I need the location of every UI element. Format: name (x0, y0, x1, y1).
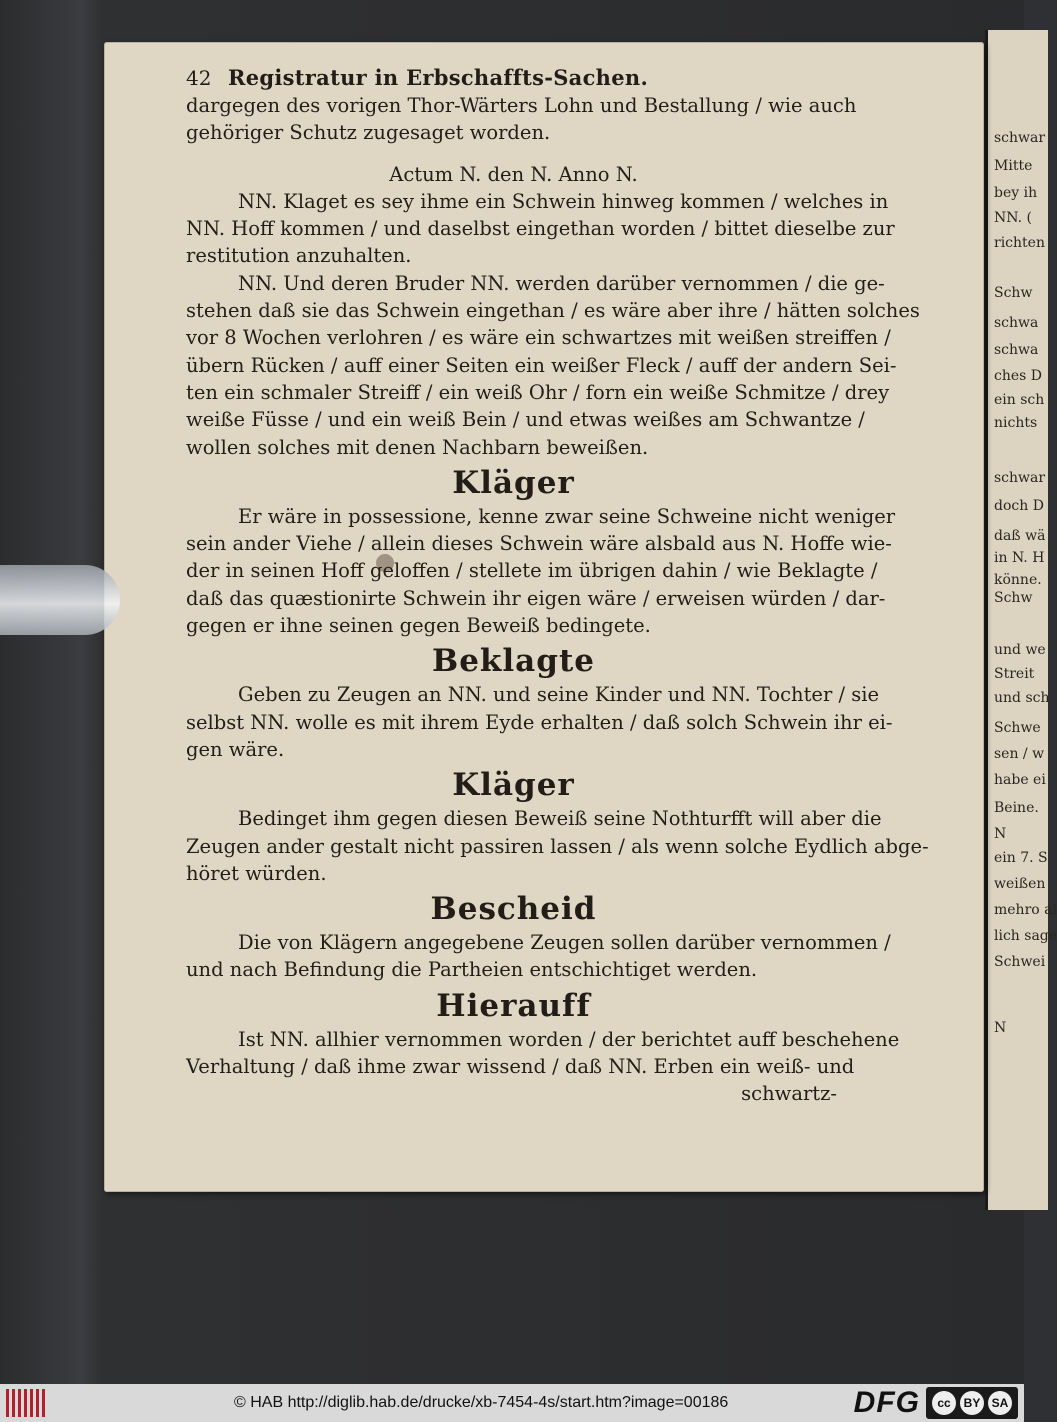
adjacent-page-fragment: Mitte (994, 158, 1033, 174)
adjacent-page-fragment: N (994, 826, 1007, 842)
adjacent-page-fragment: NN. ( (994, 210, 1032, 226)
text-line: ten ein schmaler Streiff / ein weiß Ohr / forn ein weiße Schmitze / drey (186, 380, 890, 404)
cc-icon: cc (932, 1391, 956, 1415)
text-line: NN. Klaget es sey ihme ein Schwein hinweg kommen / welches in (238, 189, 889, 213)
text-line: übern Rücken / auff einer Seiten ein weißer Fleck / auff der andern Sei- (186, 353, 897, 377)
adjacent-page-fragment: Schwe (994, 720, 1041, 736)
text-line: höret würden. (186, 861, 327, 885)
section-heading: Bescheid (430, 891, 597, 928)
sa-icon: SA (988, 1391, 1012, 1415)
text-line: Er wäre in possessione, kenne zwar seine Schweine nicht weniger (238, 504, 896, 528)
text-line: gen wäre. (186, 737, 285, 761)
adjacent-page-fragment: Streit (994, 666, 1035, 682)
hab-logo-icon[interactable] (6, 1389, 46, 1417)
adjacent-page-fragment: Schw (994, 285, 1033, 301)
adjacent-page-fragment: mehro al (994, 902, 1057, 918)
text-line: weiße Füsse / und ein weiß Bein / und etwas weißes am Schwantze / (186, 408, 865, 432)
text-line: dargegen des vorigen Thor-Wärters Lohn und Bestallung / wie auch (186, 94, 857, 117)
adjacent-page-fragment: habe ei (994, 772, 1046, 788)
text-line: sein ander Viehe / allein dieses Schwein wäre alsbald aus N. Hoffe wie- (186, 532, 892, 556)
text-line: restitution anzuhalten. (186, 244, 412, 268)
text-line: Bedinget ihm gegen diesen Beweiß seine Nothturfft will aber die (238, 807, 882, 831)
adjacent-page-fragment: schwa (994, 315, 1039, 331)
adjacent-page-fragment: ein 7. S (994, 850, 1048, 866)
adjacent-page-fragment: weißen (994, 876, 1046, 892)
adjacent-page-fragment: doch D (994, 498, 1044, 514)
text-line: Verhaltung / daß ihme zwar wissend / daß NN. Erben ein weiß- und (186, 1055, 855, 1079)
text-line: NN. Hoff kommen / und daselbst eingethan worden / bittet dieselbe zur (186, 217, 895, 241)
adjacent-page-fragment: ches D (994, 368, 1043, 384)
by-icon: BY (960, 1391, 984, 1415)
adjacent-page-fragment: bey ih (994, 185, 1038, 201)
adjacent-page-fragment: Schwei (994, 954, 1046, 970)
dfg-logo[interactable]: DFG (853, 1386, 920, 1419)
section-heading: Kläger (452, 767, 575, 804)
text-line: daß das quæstionirte Schwein ihr eigen wäre / erweisen würden / dar- (186, 586, 886, 610)
cc-license-badge[interactable] (926, 1387, 1018, 1419)
adjacent-page-fragment: N (994, 1020, 1007, 1036)
adjacent-page-fragment: nichts (994, 415, 1038, 431)
adjacent-page-fragment: schwa (994, 342, 1039, 358)
adjacent-page-fragment: daß wä (994, 528, 1046, 544)
adjacent-page-fragment: und we (994, 642, 1046, 658)
page-number: 42 (186, 66, 212, 90)
text-line: gegen er ihne seinen gegen Beweiß bedingete. (186, 614, 651, 638)
copyright-link[interactable]: © HAB http://diglib.hab.de/drucke/xb-7454-4s/start.htm?image=00186 (234, 1394, 729, 1411)
adjacent-page-fragment: schwar (994, 470, 1046, 486)
viewer-footer (0, 1384, 1024, 1422)
text-line: selbst NN. wolle es mit ihrem Eyde erhalten / daß solch Schwein ihr ei- (186, 710, 893, 734)
text-line: vor 8 Wochen verlohren / es wäre ein schwartzes mit weißen streiffen / (186, 326, 891, 350)
text-line: Die von Klägern angegebene Zeugen sollen darüber vernommen / (238, 931, 891, 955)
text-line: Ist NN. allhier vernommen worden / der berichtet auff beschehene (238, 1027, 900, 1051)
text-line: Zeugen ander gestalt nicht passiren lassen / als wenn solche Eydlich abge- (186, 834, 929, 858)
text-line: der in seinen Hoff geloffen / stellete im übrigen dahin / wie Beklagte / (186, 559, 878, 583)
adjacent-page-fragment: Schw (994, 590, 1033, 606)
text-line: stehen daß sie das Schwein eingethan / es wäre aber ihre / hätten solches (186, 299, 920, 323)
text-line: Geben zu Zeugen an NN. und seine Kinder und NN. Tochter / sie (238, 683, 880, 707)
page-header (186, 64, 841, 92)
adjacent-page-fragment: in N. H (994, 550, 1045, 566)
actum-line: Actum N. den N. Anno N. (389, 162, 638, 186)
catchword: schwartz- (741, 1082, 837, 1106)
text-line: gehöriger Schutz zugesaget worden. (186, 121, 551, 145)
text-line: wollen solches mit denen Nachbarn beweißen. (186, 435, 649, 459)
adjacent-page-fragment: Beine. (994, 800, 1039, 816)
scanner-thumb-holder (0, 565, 120, 635)
adjacent-page-fragment: könne. (994, 572, 1042, 588)
adjacent-page-fragment: schwar (994, 130, 1046, 146)
adjacent-page-fragment: sen / w (994, 746, 1045, 762)
adjacent-page-fragment: und sch (994, 690, 1050, 706)
adjacent-page-edge (985, 30, 1057, 1210)
adjacent-page-fragment: ein sch (994, 392, 1045, 408)
adjacent-page-fragment: richten (994, 235, 1045, 251)
running-head: Registratur in Erbschaffts-Sachen. (228, 65, 649, 90)
section-heading: Hierauff (436, 987, 591, 1024)
text-line: NN. Und deren Bruder NN. werden darüber vernommen / die ge- (238, 271, 885, 295)
section-heading: Kläger (452, 464, 575, 501)
adjacent-page-fragment: lich sage (994, 928, 1057, 944)
text-line: und nach Befindung die Partheien entschichtiget werden. (186, 958, 758, 982)
section-heading: Beklagte (432, 643, 595, 680)
page-text (186, 64, 929, 1108)
